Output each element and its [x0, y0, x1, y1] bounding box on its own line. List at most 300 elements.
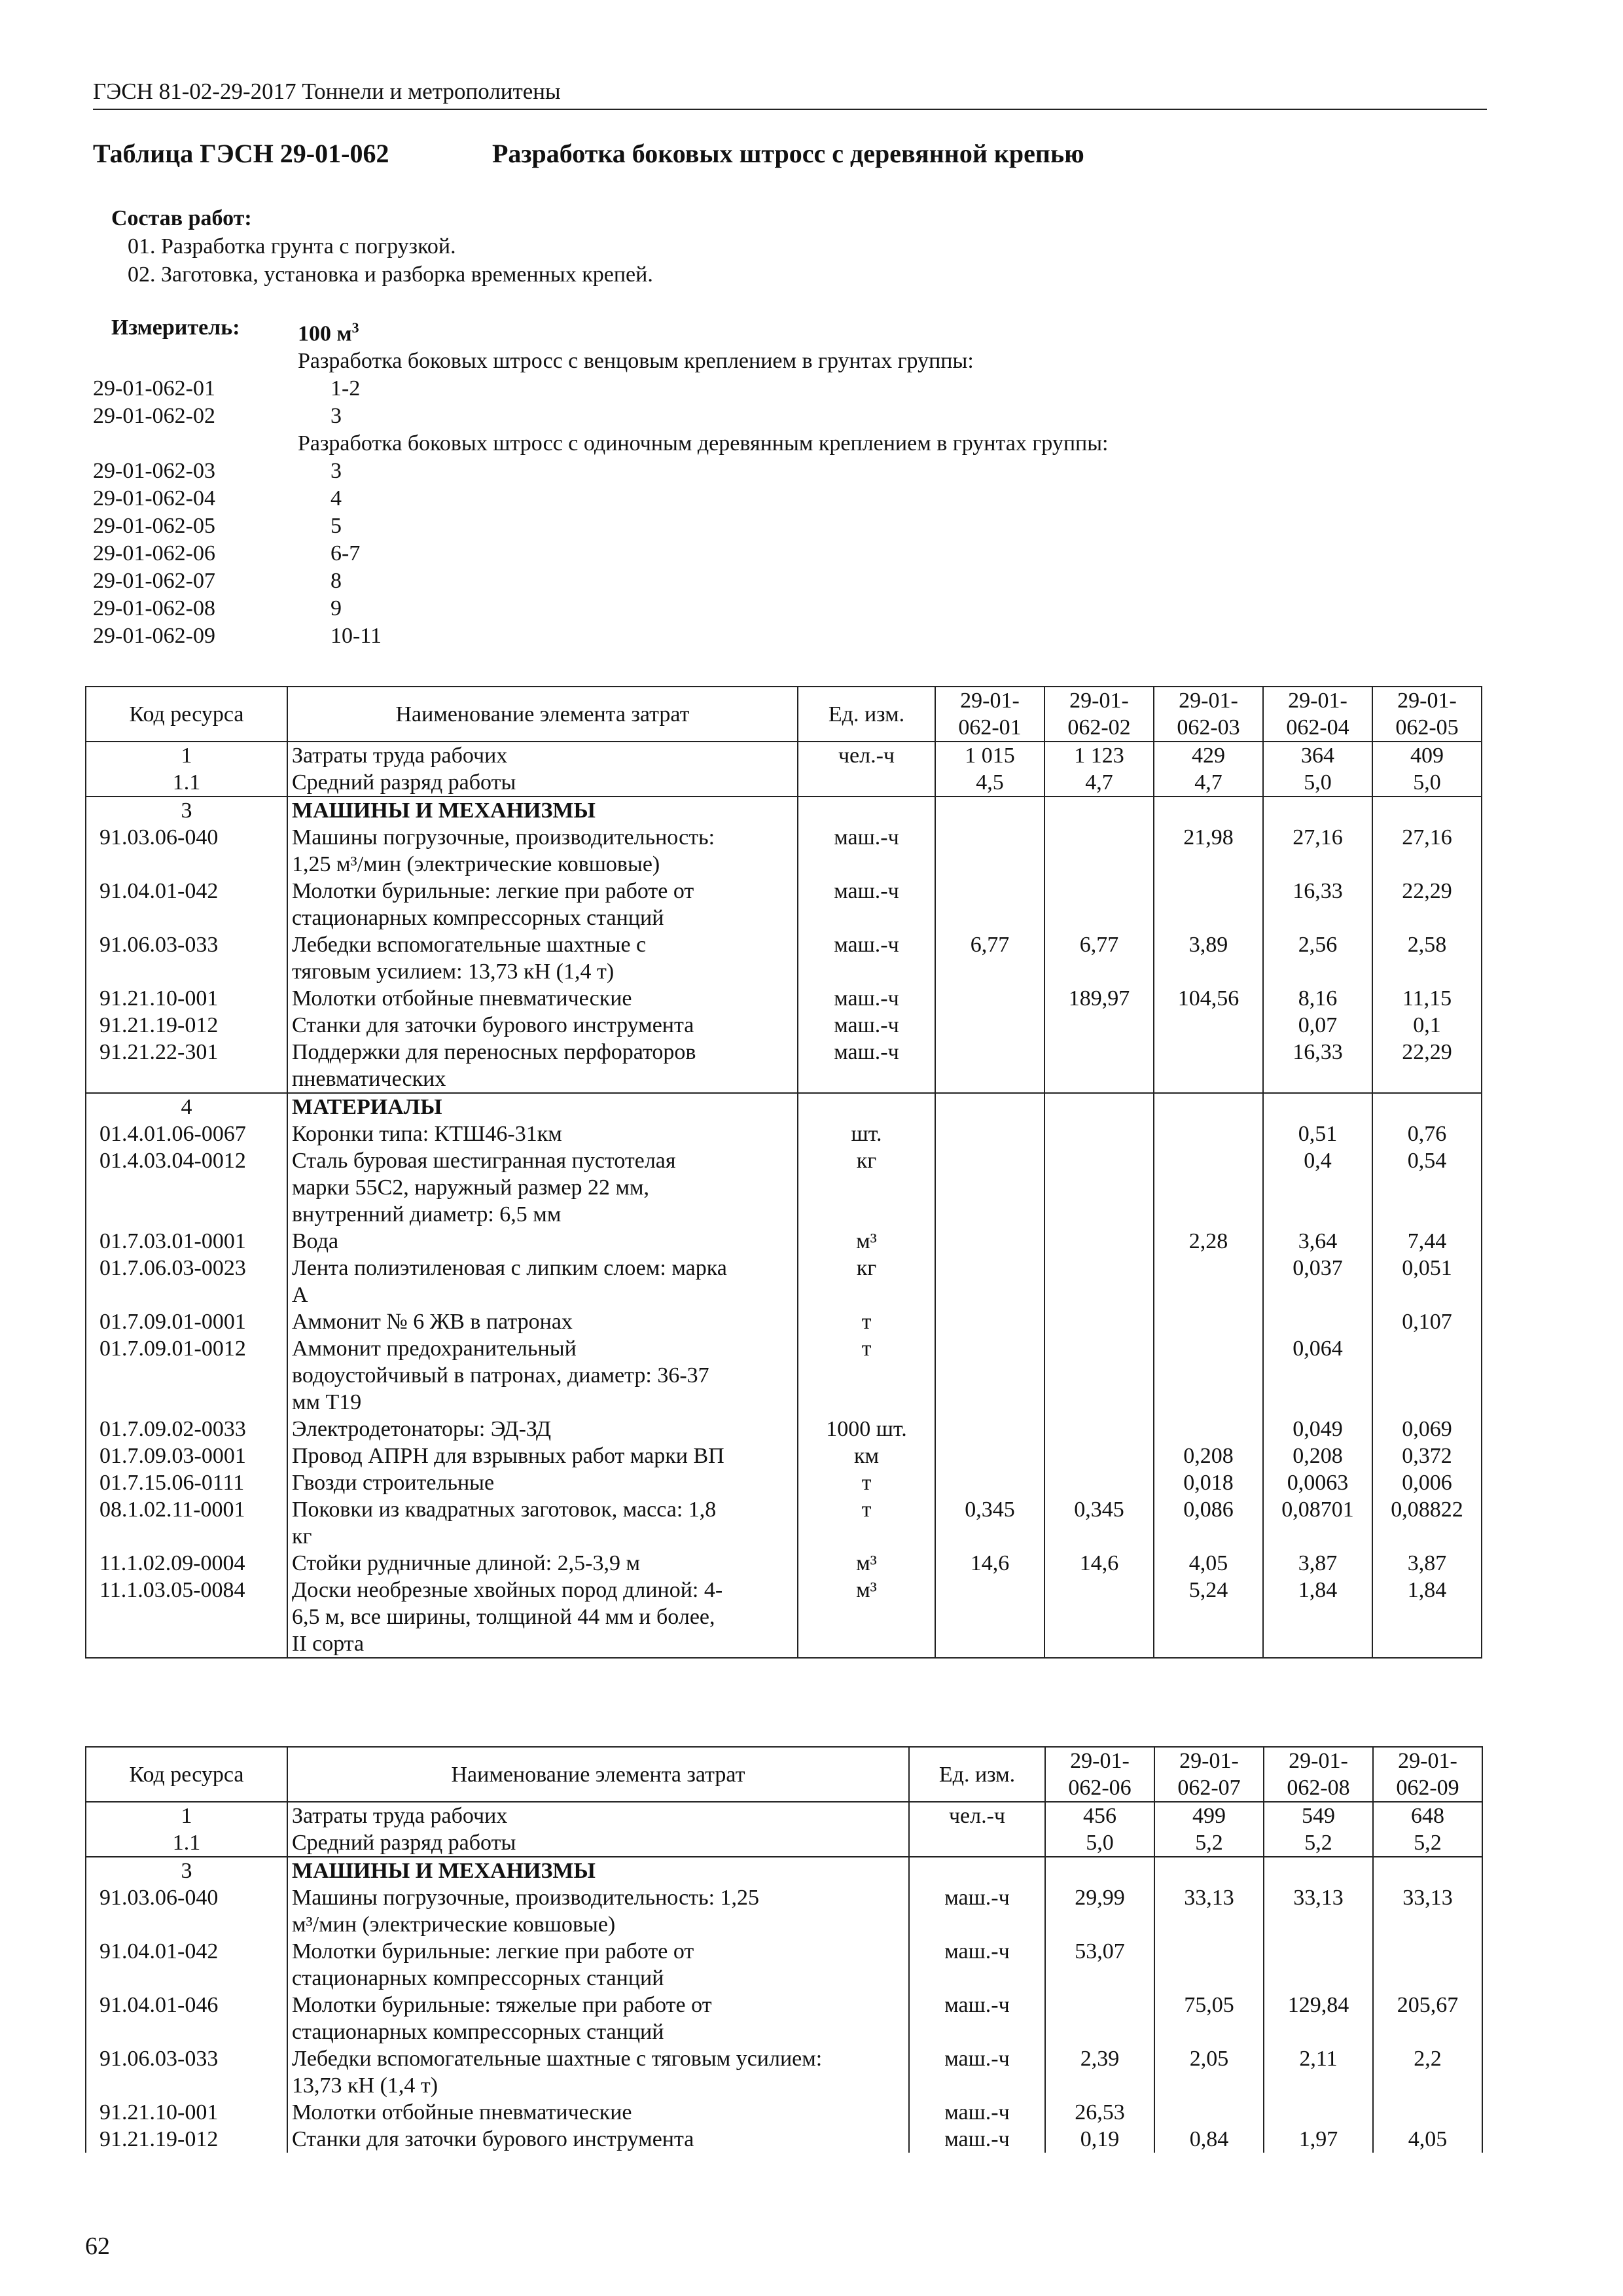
resource-name: Затраты труда рабочих	[287, 742, 798, 769]
resource-code: 01.7.06.03-0023	[86, 1255, 287, 1308]
table-row	[86, 931, 1482, 985]
cost-value	[1044, 1255, 1154, 1308]
cost-value: 0,086	[1154, 1496, 1263, 1550]
resource-unit: т	[798, 1335, 935, 1416]
cost-value	[1154, 1416, 1263, 1443]
cost-value: 104,56	[1154, 985, 1263, 1012]
soil-group: 3	[330, 404, 342, 429]
cost-value	[1154, 1121, 1263, 1147]
cost-value	[935, 985, 1044, 1012]
cost-value	[935, 1121, 1044, 1147]
column-header: 29-01- 062-02	[1044, 687, 1154, 742]
cost-value: 3,87	[1263, 1550, 1372, 1577]
cost-value	[1154, 1938, 1264, 1992]
cost-value	[1154, 1308, 1263, 1335]
resource-unit: т	[798, 1496, 935, 1550]
cost-value: 2,11	[1264, 2045, 1373, 2099]
soil-group: 6-7	[330, 541, 361, 566]
resource-name: МАТЕРИАЛЫ	[287, 1093, 798, 1121]
cost-value: 0,345	[935, 1496, 1044, 1550]
cost-value	[1154, 1039, 1263, 1093]
cost-value	[1044, 1093, 1154, 1121]
cost-value	[935, 1228, 1044, 1255]
cost-value: 0,07	[1263, 1012, 1372, 1039]
table-row	[86, 1443, 1482, 1469]
meter-group-heading: Разработка боковых штросс с одиночным деревянным креплением в грунтах группы:	[298, 431, 1109, 456]
cost-value: 5,0	[1263, 769, 1372, 797]
resource-unit: маш.-ч	[909, 2099, 1045, 2126]
resource-name: Стойки рудничные длиной: 2,5-3,9 м	[287, 1550, 798, 1577]
cost-value: 5,0	[1045, 1829, 1154, 1857]
cost-value	[1044, 1012, 1154, 1039]
cost-value: 6,77	[935, 931, 1044, 985]
table-title-name: Разработка боковых штросс с деревянной крепью	[492, 139, 1084, 168]
cost-value: 2,28	[1154, 1228, 1263, 1255]
norm-code: 29-01-062-09	[93, 624, 215, 649]
cost-value: 14,6	[1044, 1550, 1154, 1577]
cost-value	[935, 1335, 1044, 1416]
table-row	[86, 1550, 1482, 1577]
resource-code: 91.21.19-012	[86, 2126, 287, 2153]
resource-name: Затраты труда рабочих	[287, 1802, 909, 1829]
resource-unit: м³	[798, 1577, 935, 1658]
resource-unit: маш.-ч	[798, 985, 935, 1012]
table-row	[86, 1012, 1482, 1039]
cost-value: 0,049	[1263, 1416, 1372, 1443]
resource-unit: кг	[798, 1147, 935, 1228]
cost-value: 0,1	[1372, 1012, 1482, 1039]
resource-code: 01.7.09.02-0033	[86, 1416, 287, 1443]
cost-value: 4,05	[1373, 2126, 1482, 2153]
table-row	[86, 1884, 1482, 1938]
cost-value: 5,2	[1264, 1829, 1373, 1857]
resource-unit: маш.-ч	[798, 878, 935, 931]
cost-value	[1044, 1147, 1154, 1228]
cost-value	[1154, 1093, 1263, 1121]
norm-code: 29-01-062-08	[93, 596, 215, 621]
cost-value: 1,84	[1372, 1577, 1482, 1658]
cost-value	[1044, 1469, 1154, 1496]
resource-code: 91.21.10-001	[86, 2099, 287, 2126]
resource-name: Доски необрезные хвойных пород длиной: 4- 6,5 м, все ширины, толщиной 44 мм и более, II сорта	[287, 1577, 798, 1658]
cost-value	[935, 1147, 1044, 1228]
cost-value: 5,0	[1372, 769, 1482, 797]
cost-value	[1154, 797, 1263, 824]
resource-name: Молотки бурильные: легкие при работе от стационарных компрессорных станций	[287, 878, 798, 931]
cost-value: 456	[1045, 1802, 1154, 1829]
cost-value: 0,372	[1372, 1443, 1482, 1469]
resource-name: Сталь буровая шестигранная пустотелая марки 55С2, наружный размер 22 мм, внутренний диаметр: 6,5 мм	[287, 1147, 798, 1228]
cost-value: 1,84	[1263, 1577, 1372, 1658]
resource-code: 1.1	[86, 1829, 287, 1857]
column-header: Наименование элемента затрат	[287, 1747, 909, 1802]
cost-value: 2,39	[1045, 2045, 1154, 2099]
column-header: Наименование элемента затрат	[287, 687, 798, 742]
meter-unit-sup: 3	[351, 319, 359, 336]
work-composition-label: Состав работ:	[111, 206, 252, 230]
resource-name: Машины погрузочные, производительность: 1,25 м³/мин (электрические ковшовые)	[287, 1884, 909, 1938]
column-header: 29-01- 062-04	[1263, 687, 1372, 742]
cost-value	[935, 1308, 1044, 1335]
cost-value: 11,15	[1372, 985, 1482, 1012]
cost-value: 0,08701	[1263, 1496, 1372, 1550]
resource-unit: м³	[798, 1550, 935, 1577]
cost-value: 4,7	[1044, 769, 1154, 797]
resource-unit: чел.-ч	[798, 742, 935, 769]
cost-value: 0,051	[1372, 1255, 1482, 1308]
cost-value	[935, 1469, 1044, 1496]
resource-name: Поддержки для переносных перфораторов пневматических	[287, 1039, 798, 1093]
soil-group: 9	[330, 596, 342, 621]
soil-group: 8	[330, 569, 342, 594]
cost-value: 0,08822	[1372, 1496, 1482, 1550]
column-header: 29-01- 062-08	[1264, 1747, 1373, 1802]
cost-value: 22,29	[1372, 1039, 1482, 1093]
resource-name: Вода	[287, 1228, 798, 1255]
cost-value: 5,24	[1154, 1577, 1263, 1658]
cost-value	[935, 1416, 1044, 1443]
cost-value: 549	[1264, 1802, 1373, 1829]
resource-unit: шт.	[798, 1121, 935, 1147]
cost-value	[1264, 2099, 1373, 2126]
resource-name: Аммонит предохранительный водоустойчивый в патронах, диаметр: 36-37 мм Т19	[287, 1335, 798, 1416]
cost-value: 499	[1154, 1802, 1264, 1829]
column-header: 29-01- 062-03	[1154, 687, 1263, 742]
cost-value: 2,58	[1372, 931, 1482, 985]
column-header: 29-01- 062-09	[1373, 1747, 1482, 1802]
cost-value	[1264, 1938, 1373, 1992]
table-row	[86, 2099, 1482, 2126]
resource-unit: маш.-ч	[798, 1039, 935, 1093]
cost-value	[935, 878, 1044, 931]
cost-value: 0,069	[1372, 1416, 1482, 1443]
resource-name: Средний разряд работы	[287, 769, 798, 797]
cost-value: 22,29	[1372, 878, 1482, 931]
resource-code: 1	[86, 742, 287, 769]
resource-code: 01.4.01.06-0067	[86, 1121, 287, 1147]
cost-value: 129,84	[1264, 1992, 1373, 2045]
resource-name: Станки для заточки бурового инструмента	[287, 2126, 909, 2153]
cost-value: 648	[1373, 1802, 1482, 1829]
work-composition	[111, 204, 653, 289]
cost-value	[1373, 1857, 1482, 1884]
table-row	[86, 1938, 1482, 1992]
cost-value: 21,98	[1154, 824, 1263, 878]
cost-value: 0,107	[1372, 1308, 1482, 1335]
table-row	[86, 769, 1482, 797]
resource-code: 01.7.09.01-0012	[86, 1335, 287, 1416]
cost-value: 2,2	[1373, 2045, 1482, 2099]
resource-unit: т	[798, 1469, 935, 1496]
resource-unit: м³	[798, 1228, 935, 1255]
resource-code: 08.1.02.11-0001	[86, 1496, 287, 1550]
resource-name: Аммонит № 6 ЖВ в патронах	[287, 1308, 798, 1335]
resource-code: 11.1.03.05-0084	[86, 1577, 287, 1658]
cost-value: 0,19	[1045, 2126, 1154, 2153]
resource-name: Поковки из квадратных заготовок, масса: 1,8 кг	[287, 1496, 798, 1550]
cost-value	[1044, 878, 1154, 931]
resource-code: 1.1	[86, 769, 287, 797]
cost-value	[1154, 1335, 1263, 1416]
cost-value	[1373, 1938, 1482, 1992]
meter-label: Измеритель:	[111, 315, 240, 340]
table-row	[86, 878, 1482, 931]
cost-value: 27,16	[1372, 824, 1482, 878]
meter-unit	[298, 314, 359, 348]
cost-value: 0,4	[1263, 1147, 1372, 1228]
resource-code: 91.06.03-033	[86, 931, 287, 985]
resource-table-1	[85, 686, 1482, 1659]
resource-name: Молотки отбойные пневматические	[287, 2099, 909, 2126]
running-header: ГЭСН 81-02-29-2017 Тоннели и метрополитены	[93, 77, 1487, 110]
column-header: Ед. изм.	[909, 1747, 1045, 1802]
resource-code: 91.21.22-301	[86, 1039, 287, 1093]
cost-value	[1044, 824, 1154, 878]
cost-value	[1045, 1992, 1154, 2045]
resource-unit: маш.-ч	[798, 1012, 935, 1039]
resource-name: Гвозди строительные	[287, 1469, 798, 1496]
norm-code: 29-01-062-01	[93, 376, 215, 401]
table-row	[86, 1992, 1482, 2045]
cost-value	[935, 1255, 1044, 1308]
table-row	[86, 2126, 1482, 2153]
resource-unit	[798, 1093, 935, 1121]
table-row	[86, 1829, 1482, 1857]
cost-value	[1154, 1857, 1264, 1884]
column-header: Ед. изм.	[798, 687, 935, 742]
cost-value	[1263, 797, 1372, 824]
work-operation: 01. Разработка грунта с погрузкой.	[128, 234, 456, 259]
resource-name: Машины погрузочные, производительность: 1,25 м³/мин (электрические ковшовые)	[287, 824, 798, 878]
resource-name: Молотки отбойные пневматические	[287, 985, 798, 1012]
cost-value: 53,07	[1045, 1938, 1154, 1992]
cost-value	[1044, 1335, 1154, 1416]
resource-name: Электродетонаторы: ЭД-ЗД	[287, 1416, 798, 1443]
cost-value: 4,7	[1154, 769, 1263, 797]
cost-value	[1044, 1416, 1154, 1443]
table-row	[86, 1335, 1482, 1416]
resource-name: МАШИНЫ И МЕХАНИЗМЫ	[287, 1857, 909, 1884]
resource-code: 01.7.03.01-0001	[86, 1228, 287, 1255]
cost-value: 0,208	[1154, 1443, 1263, 1469]
resource-name: Молотки бурильные: тяжелые при работе от стационарных компрессорных станций	[287, 1992, 909, 2045]
table-row	[86, 1802, 1482, 1829]
cost-value: 33,13	[1264, 1884, 1373, 1938]
cost-value: 1,97	[1264, 2126, 1373, 2153]
cost-value: 0,345	[1044, 1496, 1154, 1550]
cost-value: 4,05	[1154, 1550, 1263, 1577]
cost-value: 364	[1263, 742, 1372, 769]
cost-value	[1044, 1443, 1154, 1469]
resource-name: Лента полиэтиленовая с липким слоем: марка А	[287, 1255, 798, 1308]
cost-value: 3,64	[1263, 1228, 1372, 1255]
resource-code: 01.4.03.04-0012	[86, 1147, 287, 1228]
column-header: 29-01- 062-06	[1045, 1747, 1154, 1802]
resource-unit: маш.-ч	[909, 2045, 1045, 2099]
resource-name: Станки для заточки бурового инструмента	[287, 1012, 798, 1039]
cost-value	[1044, 1121, 1154, 1147]
resource-code: 91.21.19-012	[86, 1012, 287, 1039]
table-row	[86, 1228, 1482, 1255]
table-row	[86, 1469, 1482, 1496]
resource-unit: кг	[798, 1255, 935, 1308]
cost-value: 14,6	[935, 1550, 1044, 1577]
cost-value	[935, 797, 1044, 824]
cost-value: 3,89	[1154, 931, 1263, 985]
cost-value: 429	[1154, 742, 1263, 769]
resource-unit: маш.-ч	[909, 2126, 1045, 2153]
cost-value: 2,56	[1263, 931, 1372, 985]
cost-value	[1372, 1093, 1482, 1121]
resource-name: Средний разряд работы	[287, 1829, 909, 1857]
resource-table-2	[85, 1746, 1483, 2153]
resource-unit	[909, 1829, 1045, 1857]
table-row	[86, 1121, 1482, 1147]
table-row	[86, 1857, 1482, 1884]
resource-code: 3	[86, 1857, 287, 1884]
table-row	[86, 1147, 1482, 1228]
soil-group: 4	[330, 486, 342, 511]
cost-value: 0,54	[1372, 1147, 1482, 1228]
cost-value: 0,037	[1263, 1255, 1372, 1308]
cost-value	[935, 1093, 1044, 1121]
resource-code: 01.7.09.03-0001	[86, 1443, 287, 1469]
resource-name: Лебедки вспомогательные шахтные с тяговым усилием: 13,73 кН (1,4 т)	[287, 931, 798, 985]
meter-block	[93, 314, 1109, 650]
table-row	[86, 1308, 1482, 1335]
resource-unit: маш.-ч	[798, 824, 935, 878]
cost-value: 16,33	[1263, 1039, 1372, 1093]
cost-value: 0,0063	[1263, 1469, 1372, 1496]
resource-code: 01.7.15.06-0111	[86, 1469, 287, 1496]
resource-unit: т	[798, 1308, 935, 1335]
cost-value: 0,208	[1263, 1443, 1372, 1469]
resource-unit	[909, 1857, 1045, 1884]
cost-value	[935, 1012, 1044, 1039]
cost-value	[1044, 797, 1154, 824]
resource-unit: чел.-ч	[909, 1802, 1045, 1829]
soil-group: 10-11	[330, 624, 382, 649]
cost-value	[1044, 1308, 1154, 1335]
resource-code: 91.03.06-040	[86, 1884, 287, 1938]
table-title	[93, 137, 1084, 170]
table-row	[86, 1093, 1482, 1121]
resource-code: 91.03.06-040	[86, 824, 287, 878]
resource-unit	[798, 797, 935, 824]
resource-unit: км	[798, 1443, 935, 1469]
resource-code: 91.04.01-046	[86, 1992, 287, 2045]
cost-value: 1 123	[1044, 742, 1154, 769]
resource-unit: маш.-ч	[909, 1884, 1045, 1938]
cost-value	[935, 1039, 1044, 1093]
table-row	[86, 1416, 1482, 1443]
resource-code: 4	[86, 1093, 287, 1121]
cost-value	[1263, 1093, 1372, 1121]
norm-code: 29-01-062-02	[93, 404, 215, 429]
cost-value	[1044, 1228, 1154, 1255]
cost-value: 16,33	[1263, 878, 1372, 931]
column-header: 29-01- 062-05	[1372, 687, 1482, 742]
table-row	[86, 1577, 1482, 1658]
work-operation: 02. Заготовка, установка и разборка временных крепей.	[128, 262, 653, 287]
cost-value: 0,84	[1154, 2126, 1264, 2153]
cost-value	[1044, 1577, 1154, 1658]
cost-value: 0,018	[1154, 1469, 1263, 1496]
soil-group: 3	[330, 459, 342, 484]
table-row	[86, 1039, 1482, 1093]
cost-value	[1044, 1039, 1154, 1093]
cost-value	[1264, 1857, 1373, 1884]
resource-code: 1	[86, 1802, 287, 1829]
resource-unit	[798, 769, 935, 797]
resource-name: Провод АПРН для взрывных работ марки ВП	[287, 1443, 798, 1469]
cost-value	[1372, 797, 1482, 824]
resource-unit: маш.-ч	[909, 1938, 1045, 1992]
cost-value: 1 015	[935, 742, 1044, 769]
cost-value: 409	[1372, 742, 1482, 769]
column-header: Код ресурса	[86, 1747, 287, 1802]
resource-code: 11.1.02.09-0004	[86, 1550, 287, 1577]
meter-unit-text: 100 м	[298, 321, 352, 346]
column-header: 29-01- 062-01	[935, 687, 1044, 742]
cost-value	[1263, 1308, 1372, 1335]
cost-value: 26,53	[1045, 2099, 1154, 2126]
cost-value	[1372, 1335, 1482, 1416]
cost-value: 5,2	[1373, 1829, 1482, 1857]
cost-value	[1154, 2099, 1264, 2126]
cost-value: 5,2	[1154, 1829, 1264, 1857]
page-number: 62	[85, 2233, 110, 2260]
resource-name: Коронки типа: КТШ46-31км	[287, 1121, 798, 1147]
cost-value: 6,77	[1044, 931, 1154, 985]
norm-code: 29-01-062-05	[93, 514, 215, 539]
cost-value	[1154, 1147, 1263, 1228]
cost-value	[1154, 1012, 1263, 1039]
cost-value: 33,13	[1373, 1884, 1482, 1938]
cost-value: 0,006	[1372, 1469, 1482, 1496]
cost-value	[935, 1443, 1044, 1469]
column-header: 29-01- 062-07	[1154, 1747, 1264, 1802]
resource-unit: маш.-ч	[798, 931, 935, 985]
cost-value: 33,13	[1154, 1884, 1264, 1938]
cost-value: 8,16	[1263, 985, 1372, 1012]
norm-code: 29-01-062-07	[93, 569, 215, 594]
meter-group-heading: Разработка боковых штросс с венцовым креплением в грунтах группы:	[298, 349, 974, 374]
resource-code: 01.7.09.01-0001	[86, 1308, 287, 1335]
cost-value: 0,51	[1263, 1121, 1372, 1147]
resource-code: 91.21.10-001	[86, 985, 287, 1012]
resource-unit: 1000 шт.	[798, 1416, 935, 1443]
cost-value	[1154, 878, 1263, 931]
resource-unit: маш.-ч	[909, 1992, 1045, 2045]
resource-code: 91.04.01-042	[86, 878, 287, 931]
cost-value	[935, 824, 1044, 878]
norm-code: 29-01-062-06	[93, 541, 215, 566]
table-row	[86, 1255, 1482, 1308]
cost-value: 0,76	[1372, 1121, 1482, 1147]
cost-value: 205,67	[1373, 1992, 1482, 2045]
table-row	[86, 824, 1482, 878]
cost-value	[1045, 1857, 1154, 1884]
soil-group: 1-2	[330, 376, 361, 401]
cost-value: 2,05	[1154, 2045, 1264, 2099]
table-row	[86, 2045, 1482, 2099]
cost-value: 3,87	[1372, 1550, 1482, 1577]
cost-value	[1373, 2099, 1482, 2126]
cost-value: 27,16	[1263, 824, 1372, 878]
norm-code: 29-01-062-04	[93, 486, 215, 511]
resource-name: Молотки бурильные: легкие при работе от стационарных компрессорных станций	[287, 1938, 909, 1992]
